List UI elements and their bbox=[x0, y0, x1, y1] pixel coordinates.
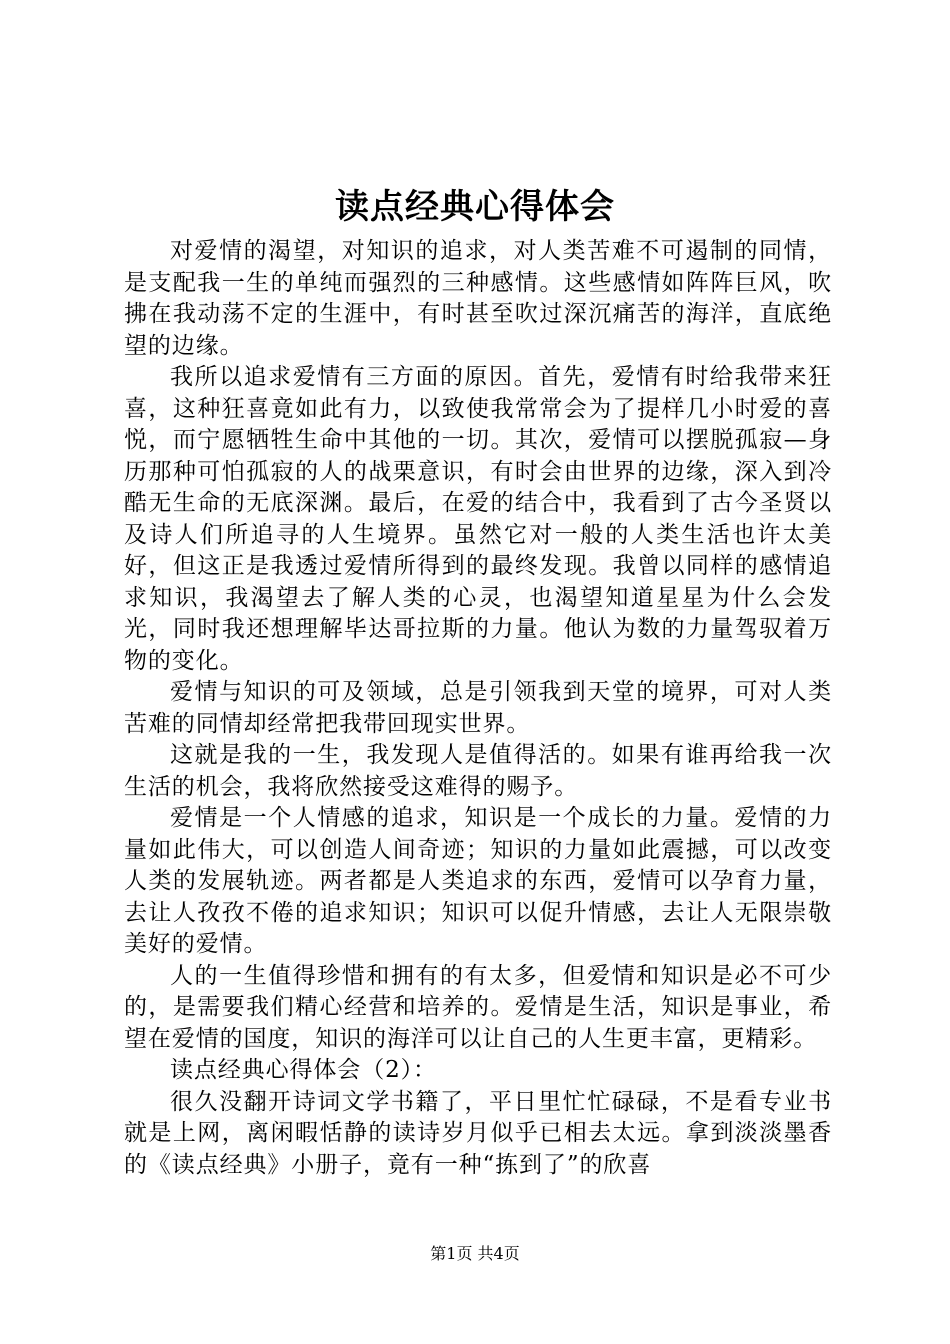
paragraph: 这就是我的一生，我发现人是值得活的。如果有谁再给我一次生活的机会，我将欣然接受这难得的赐予。 bbox=[124, 742, 832, 800]
section-heading: 读点经典心得体会（2）： bbox=[170, 1057, 437, 1083]
paragraph: 很久没翻开诗词文学书籍了，平日里忙忙碌碌，不是看专业书就是上网，离闲暇恬静的读诗岁月似乎已相去太远。拿到淡淡墨香的《读点经典》小册子，竟有一种“拣到了”的欣喜 bbox=[124, 1088, 832, 1178]
paragraph: 人的一生值得珍惜和拥有的有太多，但爱情和知识是必不可少的，是需要我们精心经营和培养的。爱情是生活，知识是事业，希望在爱情的国度，知识的海洋可以让自己的人生更丰富，更精彩。 bbox=[124, 962, 832, 1052]
document-title: 读点经典心得体会 bbox=[335, 187, 615, 227]
document-body bbox=[124, 236, 832, 1181]
paragraph: 爱情是一个人情感的追求，知识是一个成长的力量。爱情的力量如此伟大，可以创造人间奇迹；知识的力量如此震撼，可以改变人类的发展轨迹。两者都是人类追求的东西，爱情可以孕育力量，去让人孜孜不倦的追求知识；知识可以促升情感，去让人无限崇敬美好的爱情。 bbox=[124, 805, 832, 957]
page-footer: 第1页 共4页 bbox=[430, 1244, 520, 1263]
paragraph: 爱情与知识的可及领域，总是引领我到天堂的境界，可对人类苦难的同情却经常把我带回现实世界。 bbox=[124, 679, 832, 737]
paragraph: 我所以追求爱情有三方面的原因。首先，爱情有时给我带来狂喜，这种狂喜竟如此有力，以致使我常常会为了提样几小时爱的喜悦，而宁愿牺牲生命中其他的一切。其次，爱情可以摆脱孤寂—身历那种可怕孤寂的人的战栗意识，有时会由世界的边缘，深入到冷酷无生命的无底深渊。最后，在爱的结合中，我看到了古今圣贤以及诗人们所追寻的人生境界。虽然它对一般的人类生活也许太美好，但这正是我透过爱情所得到的最终发现。我曾以同样的感情追求知识，我渴望去了解人类的心灵，也渴望知道星星为什么会发光，同时我还想理解毕达哥拉斯的力量。他认为数的力量驾驭着万物的变化。 bbox=[124, 364, 832, 674]
paragraph: 对爱情的渴望，对知识的追求，对人类苦难不可遏制的同情，是支配我一生的单纯而强烈的三种感情。这些感情如阵阵巨风，吹拂在我动荡不定的生涯中，有时甚至吹过深沉痛苦的海洋，直底绝望的边缘。 bbox=[124, 238, 832, 359]
